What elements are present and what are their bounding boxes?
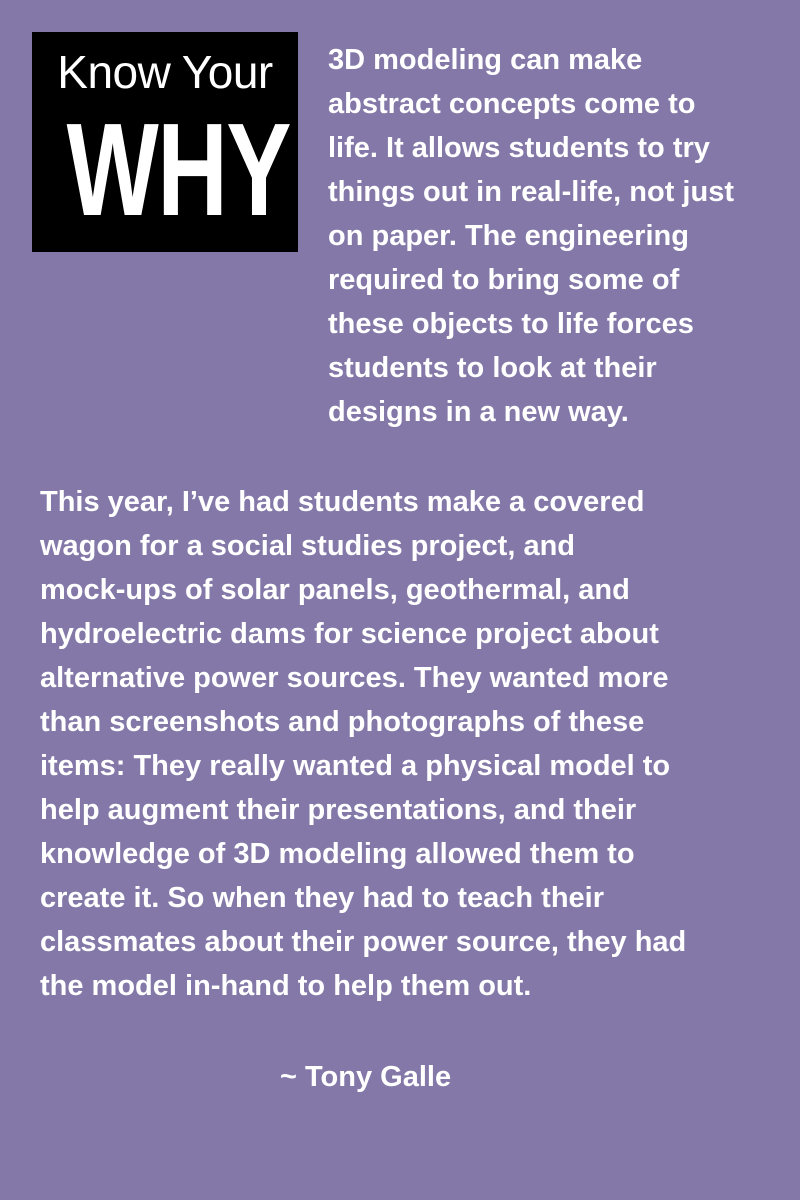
example-line: than screenshots and photographs of these [40, 706, 645, 738]
intro-line: abstract concepts come to [328, 88, 696, 120]
example-line: alternative power sources. They wanted more [40, 662, 669, 694]
example-paragraph [40, 480, 780, 1008]
intro-line: 3D modeling can make [328, 44, 643, 76]
example-line: create it. So when they had to teach their [40, 882, 605, 914]
example-line: classmates about their power source, they had [40, 926, 687, 958]
example-line: items: They really wanted a physical model to [40, 750, 671, 782]
example-line: the model in-hand to help them out. [40, 970, 532, 1002]
example-line: knowledge of 3D modeling allowed them to [40, 838, 635, 870]
intro-line: on paper. The engineering [328, 220, 689, 252]
example-line: wagon for a social studies project, and [40, 530, 575, 562]
author-signature: ~ Tony Galle [280, 1061, 452, 1093]
intro-line: things out in real-life, not just [328, 176, 734, 208]
intro-line: these objects to life forces [328, 308, 694, 340]
intro-line: students to look at their [328, 352, 657, 384]
know-your-why-logo [32, 32, 298, 252]
intro-line: designs in a new way. [328, 396, 629, 428]
logo-why-text: WHY [66, 96, 291, 243]
example-line: mock-ups of solar panels, geothermal, and [40, 574, 630, 606]
intro-line: required to bring some of [328, 264, 680, 296]
intro-line: life. It allows students to try [328, 132, 710, 164]
intro-paragraph [328, 38, 788, 434]
example-line: hydroelectric dams for science project about [40, 618, 659, 650]
logo-know-your-text: Know Your [57, 46, 273, 98]
example-line: This year, I’ve had students make a covered [40, 486, 645, 518]
example-line: help augment their presentations, and their [40, 794, 637, 826]
